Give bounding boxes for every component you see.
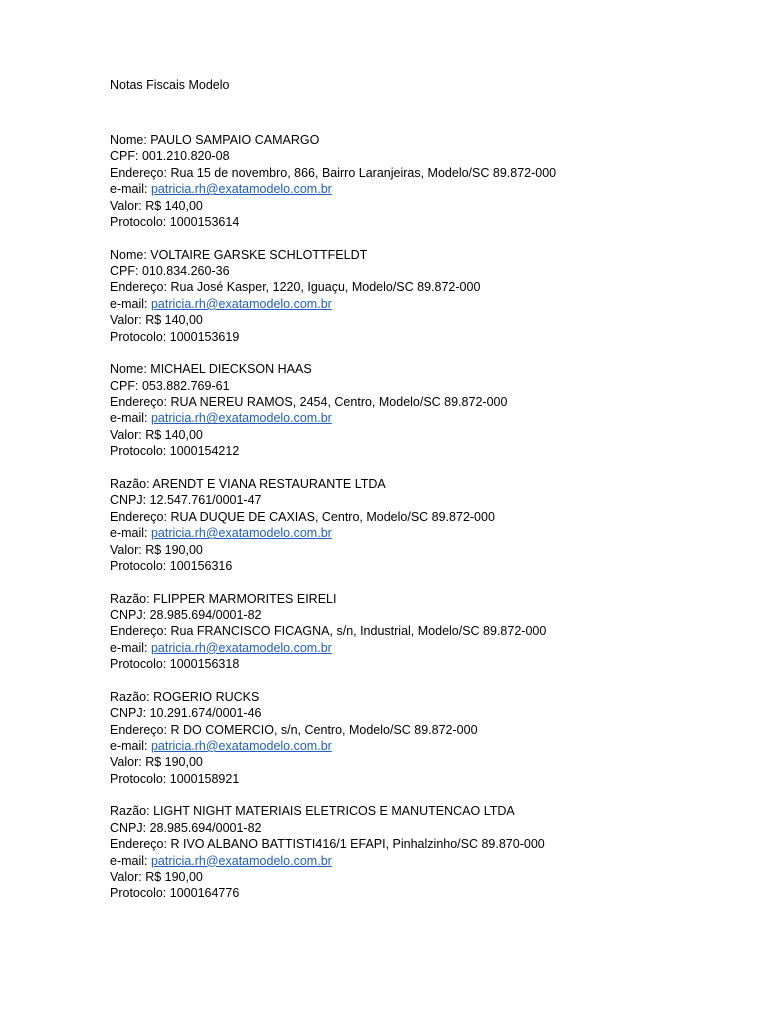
record-name: ARENDT E VIANA RESTAURANTE LTDA: [152, 476, 386, 491]
record-name-line: [110, 361, 750, 377]
record-id: 001.210.820-08: [141, 149, 230, 164]
field-label: e-mail:: [110, 526, 151, 541]
field-label: Razão:: [110, 476, 153, 491]
email-link[interactable]: patricia.rh@exatamodelo.com.br: [150, 738, 332, 753]
record-protocolo-line: [110, 443, 750, 459]
record-id-line: [110, 820, 750, 836]
record-address: Rua FRANCISCO FICAGNA, s/n, Industrial, Modelo/SC 89.872-000: [170, 624, 547, 639]
field-label: e-mail:: [110, 182, 151, 197]
record-address-line: [110, 836, 750, 852]
record-protocolo-line: [110, 329, 750, 345]
record-email-line: [110, 853, 750, 869]
record-protocolo: 1000153614: [169, 215, 240, 230]
record-name-line: [110, 247, 750, 263]
record-name-line: [110, 132, 750, 148]
email-link[interactable]: patricia.rh@exatamodelo.com.br: [150, 853, 332, 868]
field-label: Valor:: [110, 198, 146, 213]
record-address: RUA NEREU RAMOS, 2454, Centro, Modelo/SC 89.872-000: [170, 395, 508, 410]
record-name-line: [110, 476, 750, 492]
record-valor: R$ 190,00: [145, 869, 203, 884]
record-name-line: [110, 591, 750, 607]
record-name: MICHAEL DIECKSON HAAS: [150, 362, 312, 377]
record-email-line: [110, 410, 750, 426]
record-name: PAULO SAMPAIO CAMARGO: [150, 133, 320, 147]
record-id: 28.985.694/0001-82: [149, 607, 262, 622]
record-id-line: [110, 148, 750, 164]
field-label: Valor:: [110, 755, 146, 770]
record-id: 12.547.761/0001-47: [149, 493, 262, 508]
field-label: Nome:: [110, 133, 151, 147]
record-protocolo-line: [110, 214, 750, 230]
field-label: CNPJ:: [110, 820, 150, 835]
record-id-line: [110, 705, 750, 721]
record-address-line: [110, 394, 750, 410]
field-label: Endereço:: [110, 395, 171, 410]
record-name: ROGERIO RUCKS: [153, 689, 260, 704]
record-block: [110, 361, 750, 459]
record-email-line: [110, 738, 750, 754]
record-protocolo: 100156316: [169, 558, 233, 573]
field-label: Protocolo:: [110, 558, 170, 573]
record-address: Rua José Kasper, 1220, Iguaçu, Modelo/SC 89.872-000: [170, 280, 481, 295]
records-list: [110, 132, 750, 918]
field-label: Razão:: [110, 591, 154, 606]
record-protocolo: 1000154212: [169, 444, 240, 459]
record-protocolo-line: [110, 558, 750, 574]
record-block: [110, 132, 750, 230]
record-protocolo: 1000158921: [169, 771, 240, 786]
field-label: Nome:: [110, 247, 151, 262]
field-label: Protocolo:: [110, 444, 170, 459]
record-valor: R$ 190,00: [145, 755, 203, 770]
field-label: CPF:: [110, 149, 142, 164]
document-title: Notas Fiscais Modelo: [110, 78, 230, 92]
record-block: [110, 476, 750, 574]
field-label: CNPJ:: [110, 706, 150, 721]
email-link[interactable]: patricia.rh@exatamodelo.com.br: [150, 640, 332, 655]
field-label: Endereço:: [110, 165, 171, 180]
record-valor-line: [110, 198, 750, 214]
record-address-line: [110, 165, 750, 181]
record-address: R DO COMERCIO, s/n, Centro, Modelo/SC 89.872-000: [170, 722, 478, 737]
record-protocolo-line: [110, 656, 750, 672]
record-block: [110, 803, 750, 901]
record-address-line: [110, 279, 750, 295]
field-label: CNPJ:: [110, 493, 150, 508]
record-email-line: [110, 640, 750, 656]
record-name-line: [110, 689, 750, 705]
field-label: Valor:: [110, 313, 146, 328]
field-label: e-mail:: [110, 640, 151, 655]
field-label: e-mail:: [110, 853, 151, 868]
field-label: Valor:: [110, 869, 146, 884]
record-valor-line: [110, 427, 750, 443]
field-label: Endereço:: [110, 509, 171, 524]
email-link[interactable]: patricia.rh@exatamodelo.com.br: [150, 182, 332, 197]
field-label: Valor:: [110, 542, 146, 557]
field-label: Protocolo:: [110, 329, 170, 344]
record-protocolo: 1000156318: [169, 657, 240, 672]
field-label: Endereço:: [110, 624, 171, 639]
record-valor-line: [110, 869, 750, 885]
field-label: Razão:: [110, 804, 154, 819]
field-label: Valor:: [110, 427, 146, 442]
record-id: 010.834.260-36: [141, 264, 230, 279]
email-link[interactable]: patricia.rh@exatamodelo.com.br: [150, 526, 332, 541]
record-valor-line: [110, 312, 750, 328]
record-valor: R$ 140,00: [145, 313, 203, 328]
field-label: Protocolo:: [110, 771, 170, 786]
record-address: RUA DUQUE DE CAXIAS, Centro, Modelo/SC 89.872-000: [170, 509, 495, 524]
record-valor: R$ 140,00: [145, 198, 203, 213]
record-valor: R$ 190,00: [145, 542, 203, 557]
field-label: Endereço:: [110, 280, 171, 295]
record-protocolo: 1000153619: [169, 329, 240, 344]
record-block: [110, 247, 750, 345]
field-label: Nome:: [110, 362, 151, 377]
record-id: 053.882.769-61: [141, 378, 230, 393]
record-protocolo-line: [110, 771, 750, 787]
record-id-line: [110, 492, 750, 508]
record-protocolo-line: [110, 885, 750, 901]
record-address-line: [110, 722, 750, 738]
record-email-line: [110, 296, 750, 312]
email-link[interactable]: patricia.rh@exatamodelo.com.br: [150, 411, 332, 426]
record-block: [110, 591, 750, 673]
field-label: CPF:: [110, 378, 142, 393]
field-label: e-mail:: [110, 296, 151, 311]
record-id-line: [110, 263, 750, 279]
record-id-line: [110, 607, 750, 623]
record-address: R IVO ALBANO BATTISTI416/1 EFAPI, Pinhalzinho/SC 89.870-000: [170, 837, 545, 852]
record-block: [110, 689, 750, 787]
field-label: Protocolo:: [110, 657, 170, 672]
record-name: FLIPPER MARMORITES EIRELI: [153, 591, 337, 606]
record-id-line: [110, 378, 750, 394]
record-valor: R$ 140,00: [145, 427, 203, 442]
record-valor-line: [110, 542, 750, 558]
field-label: Endereço:: [110, 722, 171, 737]
record-address-line: [110, 623, 750, 639]
record-protocolo: 1000164776: [169, 886, 240, 901]
field-label: Razão:: [110, 689, 154, 704]
field-label: e-mail:: [110, 411, 151, 426]
record-id: 28.985.694/0001-82: [149, 820, 262, 835]
field-label: CNPJ:: [110, 607, 150, 622]
field-label: Endereço:: [110, 837, 171, 852]
record-email-line: [110, 181, 750, 197]
field-label: Protocolo:: [110, 886, 170, 901]
record-name: VOLTAIRE GARSKE SCHLOTTFELDT: [150, 247, 368, 262]
record-id: 10.291.674/0001-46: [149, 706, 262, 721]
field-label: CPF:: [110, 264, 142, 279]
field-label: Protocolo:: [110, 215, 170, 230]
field-label: e-mail:: [110, 738, 151, 753]
record-valor-line: [110, 754, 750, 770]
record-email-line: [110, 525, 750, 541]
email-link[interactable]: patricia.rh@exatamodelo.com.br: [150, 296, 332, 311]
record-address: Rua 15 de novembro, 866, Bairro Laranjeiras, Modelo/SC 89.872-000: [170, 165, 557, 180]
record-address-line: [110, 509, 750, 525]
record-name-line: [110, 803, 750, 819]
record-name: LIGHT NIGHT MATERIAIS ELETRICOS E MANUTENCAO LTDA: [153, 804, 515, 819]
